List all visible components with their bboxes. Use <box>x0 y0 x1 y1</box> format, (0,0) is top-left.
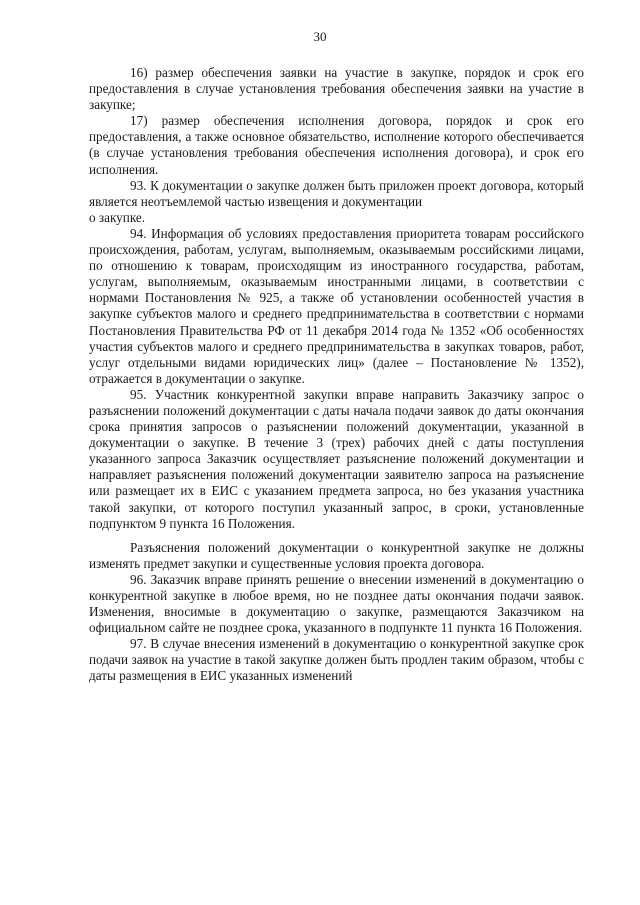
paragraph-95: 95. Участник конкурентной закупки вправе направить Заказчику запрос о разъяснении положений документации с даты начала подачи заявок до даты окончания срока принятия запросов о разъяснении положений документации, указанной в документации о закупке. В течение 3 (трех) рабочих дней с даты поступления указанного запроса Заказчик осуществляет разъяснение положений документации и направляет разъяснения положений документации заявителю запроса на разъяснение или размещает их в ЕИС с указанием предмета запроса, но без указания участника такой закупки, от которого поступил указанный запрос, в сроки, установленные подпунктом 9 пункта 16 Положения. <box>89 386 584 531</box>
paragraph-93: 93. К документации о закупке должен быть приложен проект договора, который является неотъемлемой частью извещения и документации <box>89 177 584 209</box>
document-body <box>89 65 584 685</box>
paragraph-item-16: 16) размер обеспечения заявки на участие в закупке, порядок и срок его предоставления в случае установления требования обеспечения заявки на участие в закупке; <box>89 65 584 113</box>
paragraph-97: 97. В случае внесения изменений в документацию о конкурентной закупке срок подачи заявок на участие в такой закупке должен быть продлен таким образом, чтобы с даты размещения в ЕИС указанных изменений <box>89 636 584 684</box>
paragraph-93-continuation: о закупке. <box>89 209 146 225</box>
paragraph-95-clarifications: Разъяснения положений документации о конкурентной закупке не должны изменять предмет закупки и существенные условия проекта договора. <box>89 539 584 571</box>
page-number: 30 <box>313 29 327 44</box>
paragraph-94: 94. Информация об условиях предоставления приоритета товарам российского происхождения, работам, услугам, выполняемым, оказываемым российскими лицами, по отношению к товарам, происходящим из иностранного государства, работам, услугам, выполняемым, оказываемым иностранными лицами, в соответствии с нормами Постановления № 925, а также об установлении особенностей участия в закупке субъектов малого и среднего предпринимательства в соответствии с нормами Постановления Правительства РФ от 11 декабря 2014 года № 1352 «Об особенностях участия субъектов малого и среднего предпринимательства в закупках товаров, работ, услуг отдельными видами юридических лиц» (далее – Постановление № 1352), отражается в документации о закупке. <box>89 225 584 386</box>
paragraph-96: 96. Заказчик вправе принять решение о внесении изменений в документацию о конкурентной закупке в любое время, но не позднее даты окончания подачи заявок. Изменения, вносимые в документацию о закупке, размещаются Заказчиком на официальном сайте не позднее срока, указанного в подпункте 11 пункта 16 Положения. <box>89 571 584 636</box>
paragraph-item-17: 17) размер обеспечения исполнения договора, порядок и срок его предоставления, а также основное обязательство, исполнение которого обеспечивается (в случае установления требования обеспечения исполнения договора), и срок его исполнения. <box>89 113 584 177</box>
